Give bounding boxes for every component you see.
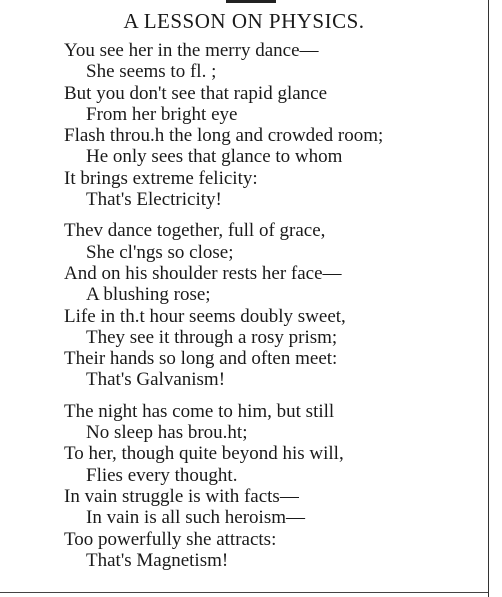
poem-line: It brings extreme felicity: xyxy=(64,167,258,189)
stanza-2 xyxy=(64,220,484,390)
poem-line: But you don't see that rapid glance xyxy=(64,82,328,104)
stanza-1 xyxy=(64,40,484,210)
stanza-3 xyxy=(64,401,484,571)
poem-line: Life in th.t hour seems doubly sweet, xyxy=(64,305,346,327)
poem-line: The night has come to him, but still xyxy=(64,400,335,422)
poem-title: A LESSON ON PHYSICS. xyxy=(123,9,365,33)
poem-line: Too powerfully she attracts: xyxy=(64,528,277,550)
poem-line: She seems to fl. ; xyxy=(86,61,217,83)
poem-line: Flash throu.h the long and crowded room; xyxy=(64,125,384,147)
column-rule xyxy=(488,0,489,597)
poem-line: Their hands so long and often meet: xyxy=(64,348,338,370)
poem-line: That's Electricity! xyxy=(86,189,222,211)
poem-line: They see it through a rosy prism; xyxy=(86,326,338,348)
poem-line: Thev dance together, full of grace, xyxy=(64,220,326,242)
poem-line: He only sees that glance to whom xyxy=(86,146,343,168)
poem-line: She cl'ngs so close; xyxy=(86,241,234,263)
poem-line: In vain is all such heroism— xyxy=(86,507,305,529)
poem-line: A blushing rose; xyxy=(86,284,211,306)
poem-line: That's Magnetism! xyxy=(86,549,229,571)
poem-line: To her, though quite beyond his will, xyxy=(64,443,344,465)
poem-line: From her bright eye xyxy=(86,103,238,125)
bottom-rule xyxy=(0,592,488,593)
poem-line: No sleep has brou.ht; xyxy=(86,422,248,444)
poem-line: And on his shoulder rests her face— xyxy=(64,262,342,284)
poem-line: That's Galvanism! xyxy=(86,369,226,391)
poem-body xyxy=(64,40,484,581)
poem-line: Flies every thought. xyxy=(86,464,238,486)
poem-line: In vain struggle is with facts— xyxy=(64,485,299,507)
poem-line: You see her in the merry dance— xyxy=(64,40,319,61)
top-rule xyxy=(226,0,276,8)
